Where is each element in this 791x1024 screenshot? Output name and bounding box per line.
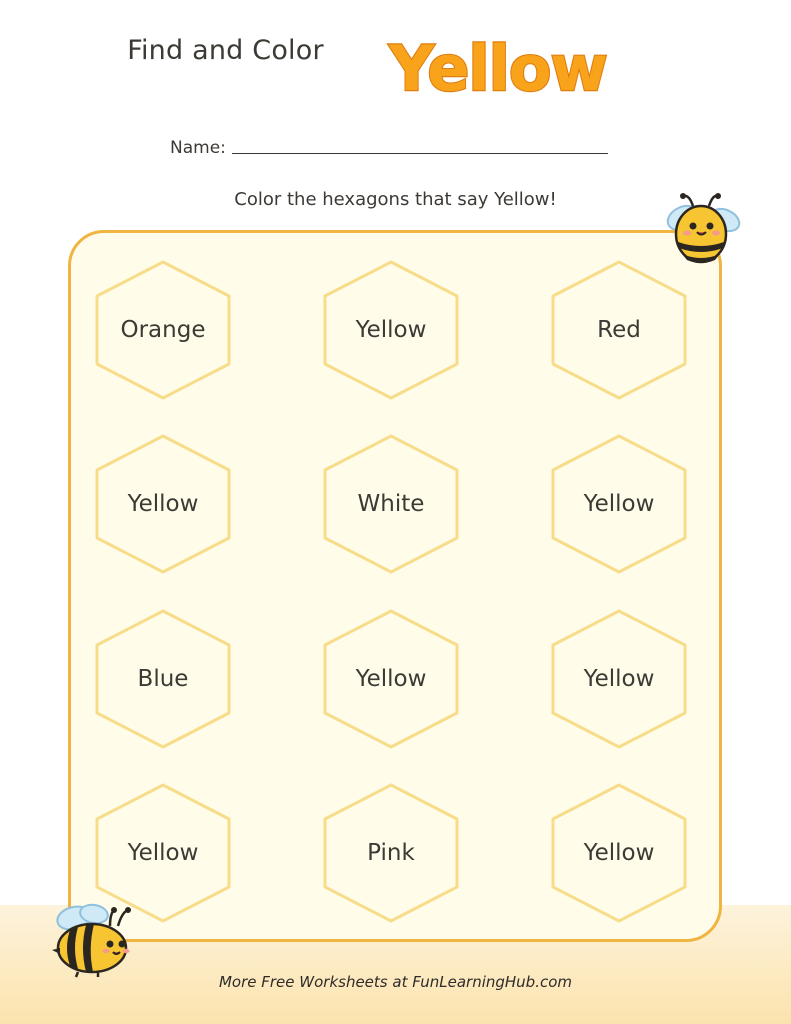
hexagon-cell[interactable] [93, 434, 233, 574]
title-prefix: Find and Color [127, 35, 324, 66]
hexagon-label: Yellow [355, 666, 427, 692]
hexagon-cell[interactable] [549, 260, 689, 400]
hexagon-label: Yellow [127, 840, 199, 866]
hexagon-label: Yellow [583, 666, 655, 692]
hexagon-label: Yellow [127, 491, 199, 517]
hexagon-cell[interactable] [321, 260, 461, 400]
hexagon-label: Yellow [355, 317, 427, 343]
bee-icon [655, 188, 745, 270]
hexagon-cell[interactable] [549, 609, 689, 749]
hexagon-cell[interactable] [93, 260, 233, 400]
hexagon-label: Red [597, 317, 641, 343]
hexagon-label: Yellow [583, 840, 655, 866]
hexagon-cell[interactable] [321, 609, 461, 749]
hexagon-label: Pink [367, 840, 415, 866]
hexagon-cell[interactable] [549, 434, 689, 574]
title-color-word: Yellow [389, 32, 607, 105]
hexagon-label: Yellow [583, 491, 655, 517]
instruction-text: Color the hexagons that say Yellow! [234, 189, 557, 210]
hexagon-cell[interactable] [321, 434, 461, 574]
hexagon-cell[interactable] [93, 609, 233, 749]
bee-icon [48, 900, 140, 978]
footer-credit: More Free Worksheets at FunLearningHub.com [218, 973, 573, 991]
hexagon-cell[interactable] [321, 783, 461, 923]
hexagon-label: Orange [120, 317, 206, 343]
hexagon-label: Blue [137, 666, 189, 692]
name-label: Name: [170, 138, 226, 158]
hexagon-label: White [357, 491, 425, 517]
hexagon-cell[interactable] [549, 783, 689, 923]
